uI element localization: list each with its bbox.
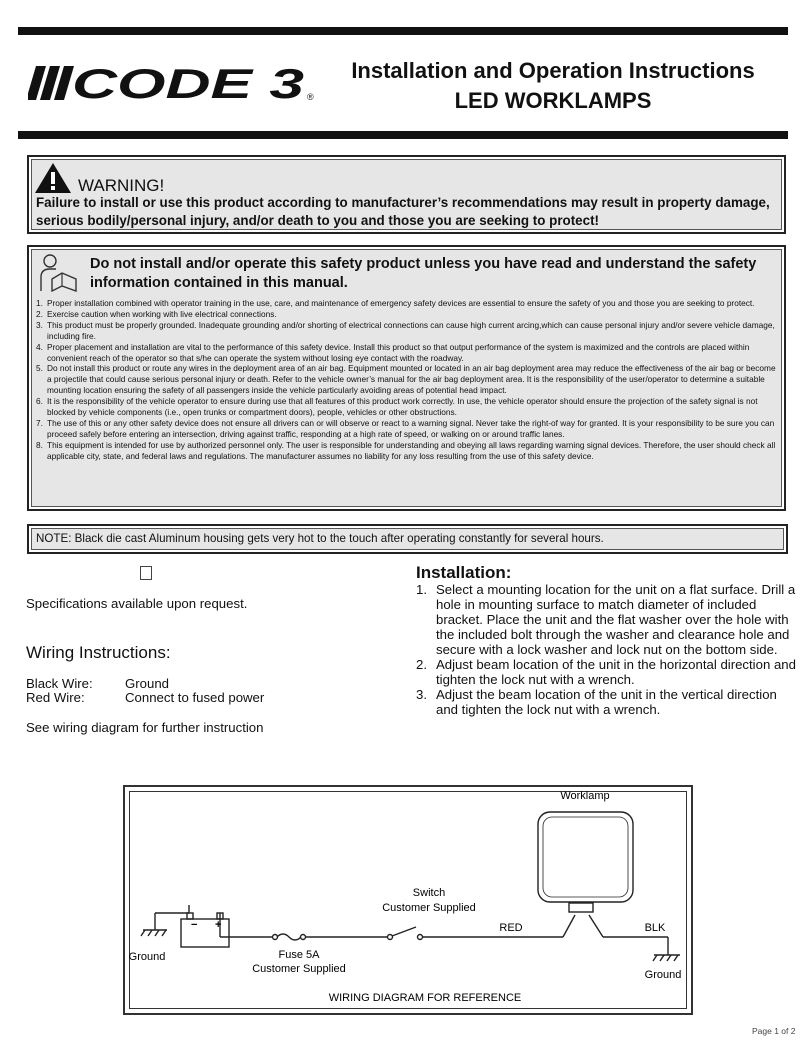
header-top-rule (18, 27, 788, 35)
code3-logo (28, 62, 318, 104)
worklamp-label: Worklamp (560, 790, 610, 802)
product-title: LED WORKLAMPS (454, 88, 652, 113)
list-item: 3. Adjust the beam location of the unit in the vertical direction and tighten the lock nut with a wrench. (416, 687, 777, 717)
diagram-caption: WIRING DIAGRAM FOR REFERENCE (328, 992, 522, 1004)
list-item: 8. This equipment is intended for use by authorized personnel only. The user is responsible for understanding and obeying all laws regarding warning signal devices. Therefore, the user should check all applicable city, state, and federal laws and regulations. The manufacturer assumes no liability for any loss resulting from the use of this safety device. (36, 439, 776, 461)
list-item: 3. This product must be properly grounded. Inadequate grounding and/or shorting of electrical connections can cause high current arcing,which can cause personal injury and/or severe vehicle damage, including fire. (36, 319, 775, 341)
battery (181, 919, 229, 947)
safety-list (36, 298, 780, 462)
document-title: Installation and Operation Instructions (351, 58, 755, 83)
list-item: 6. It is the responsibility of the vehicle operator to ensure during use that all features of this product work correctly. In use, the vehicle operator should ensure the projection of the safety signal is not blocked by vehicle components (i.e., open trunks or compartment doors), people, vehicles or other obstructions. (36, 396, 758, 418)
list-item: 5. Do not install this product or route any wires in the deployment area of an air bag. Equipment mounted or located in an air bag deployment area may reduce the effectiveness of the air bag or become a projectile that could cause serious personal injury or death. Refer to the vehicle owner’s manual for the air bag deployment area. It is the responsibility of the user/operator to determine a suitable mounting location ensuring the safety of all passengers inside the vehicle particularly avoiding areas of potential head impact. (36, 363, 776, 396)
header-bottom-rule (18, 131, 788, 139)
ground-right-label: Ground (644, 969, 682, 981)
wiring-heading: Wiring Instructions: (26, 643, 171, 662)
battery-plus: + (215, 919, 222, 931)
warning-text: Failure to install or use this product according to manufacturer’s recommendations may result in property damage, serious bodily/personal injury, and/or death to you and those you are seeking to protect! (36, 195, 770, 228)
page-number: Page 1 of 2 (752, 1026, 796, 1036)
black-wire-label: Black Wire: (26, 676, 93, 691)
red-wire-value: Connect to fused power (125, 690, 265, 705)
worklamp-lens (543, 817, 628, 897)
specs-text: Specifications available upon request. (26, 596, 248, 611)
warning-title: WARNING! (78, 176, 165, 195)
installation-heading: Installation: (416, 563, 512, 582)
read-manual-icon (38, 253, 78, 293)
list-item: 1. Select a mounting location for the unit on a flat surface. Drill a hole in mounting surface to match diameter of included bracket. Place the unit and the flat washer over the hole with the included bolt through the washer and clearance hole and secure with a lock washer and lock nut on the bottom side. (416, 582, 796, 657)
battery-minus: − (191, 919, 198, 931)
installation-steps (416, 582, 796, 717)
wiring-diagram (123, 785, 693, 1015)
switch-symbol (392, 927, 416, 936)
warning-triangle-icon (34, 162, 72, 194)
list-item: 1. Proper installation combined with operator training in the use, care, and maintenance of emergency safety devices are essential to ensure the safety of you and those you are seeking to protect. (36, 298, 755, 308)
red-wire-label: Red Wire: (26, 690, 85, 705)
black-wire-value: Ground (125, 676, 169, 691)
note-text: NOTE: Black die cast Aluminum housing gets very hot to the touch after operating constantly for several hours. (36, 532, 604, 545)
ground-left-label: Ground (128, 951, 166, 963)
list-item: 2. Adjust beam location of the unit in the horizontal direction and tighten the lock nut with a wrench. (416, 657, 796, 687)
switch-supplied-label: Customer Supplied (382, 902, 476, 914)
logo-text: CODE 3 (72, 62, 304, 104)
fuse-supplied-label: Customer Supplied (252, 963, 346, 975)
safety-heading: Do not install and/or operate this safety product unless you have read and understand the safety information contained in this manual. (90, 256, 757, 291)
blk-wire-tag: BLK (644, 922, 666, 934)
svg-text:®: ® (307, 92, 314, 102)
list-item: 4. Proper placement and installation are vital to the performance of this safety device. Install this product so that output performance of the system is maximized and the controls are placed within convenient reach of the operator so that s/he can operate the system without losing eye contact with the roadway. (36, 341, 750, 363)
fuse-symbol (277, 934, 301, 940)
list-item: 2. Exercise caution when working with live electrical connections. (36, 308, 277, 319)
fuse-label: Fuse 5A (278, 949, 320, 961)
see-diagram-text: See wiring diagram for further instruction (26, 720, 264, 735)
worklamp-housing (538, 812, 633, 902)
worklamp-mount (569, 903, 593, 912)
switch-label: Switch (412, 887, 446, 899)
list-item: 7. The use of this or any other safety device does not ensure all drivers can or will observe or react to a warning signal. Never take the right-of way for granted. It is your responsibility to be sure you can proceed safely before entering an intersection, driving against traffic, responding at a high rate of speed, or walking on or around traffic lanes. (36, 417, 775, 439)
placeholder-glyph (140, 566, 152, 580)
red-wire-tag: RED (499, 922, 523, 934)
